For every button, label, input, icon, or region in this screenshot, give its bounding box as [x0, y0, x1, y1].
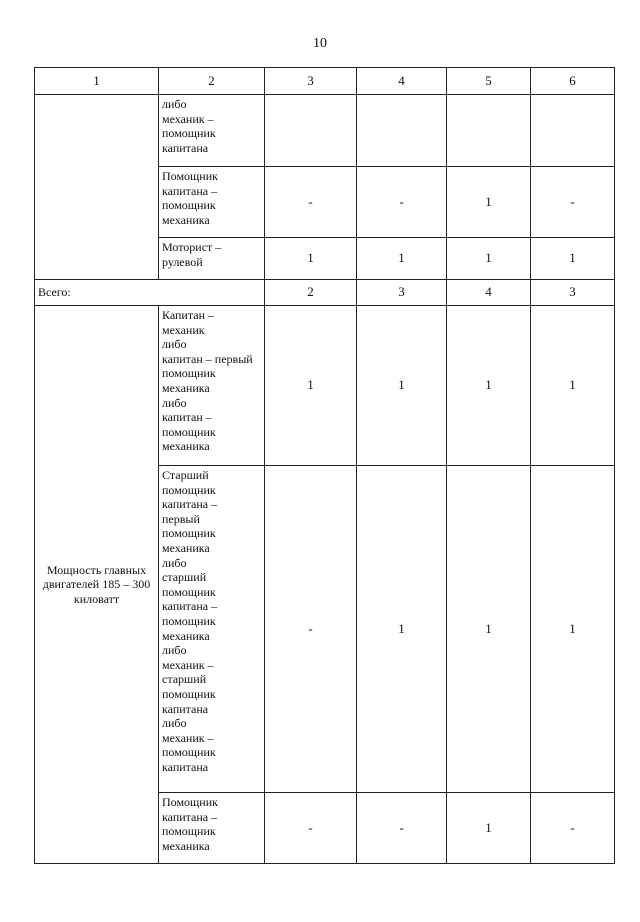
- value-cell: 1: [447, 306, 531, 466]
- table-row: [35, 95, 615, 167]
- value-cell: 1: [447, 238, 531, 280]
- position-cell: Моторист – рулевой: [159, 238, 265, 280]
- column-header: 3: [265, 68, 357, 95]
- value-cell: 1: [357, 238, 447, 280]
- value-cell: 1: [357, 466, 447, 793]
- total-label: Всего:: [35, 280, 265, 306]
- value-cell: -: [265, 793, 357, 864]
- column-header: 4: [357, 68, 447, 95]
- total-value: 3: [357, 280, 447, 306]
- page-number: 10: [313, 36, 327, 51]
- column-header: 6: [531, 68, 615, 95]
- position-cell: либо механик – помощник капитана: [159, 95, 265, 167]
- total-value: 4: [447, 280, 531, 306]
- value-cell: 1: [265, 306, 357, 466]
- value-cell: [447, 95, 531, 167]
- value-cell: [531, 95, 615, 167]
- engine-power-group-label: Мощность главных двигателей 185 – 300 киловатт: [35, 306, 159, 864]
- position-cell: Старший помощник капитана – первый помощник механика либо старший помощник капитана – помощник механика либо механик – старший помощник капитана либо механик – помощник капитана: [159, 466, 265, 793]
- value-cell: -: [531, 793, 615, 864]
- value-cell: 1: [447, 466, 531, 793]
- table-row: [35, 306, 615, 466]
- value-cell: [357, 95, 447, 167]
- value-cell: 1: [357, 306, 447, 466]
- position-cell: Капитан – механик либо капитан – первый помощник механика либо капитан – помощник механика: [159, 306, 265, 466]
- value-cell: 1: [531, 466, 615, 793]
- value-cell: -: [265, 167, 357, 238]
- total-value: 3: [531, 280, 615, 306]
- total-value: 2: [265, 280, 357, 306]
- value-cell: -: [265, 466, 357, 793]
- column-header: 1: [35, 68, 159, 95]
- value-cell: 1: [447, 793, 531, 864]
- crew-staffing-table: [34, 67, 615, 864]
- position-cell: Помощник капитана – помощник механика: [159, 167, 265, 238]
- total-row: [35, 280, 615, 306]
- value-cell: [265, 95, 357, 167]
- value-cell: 1: [531, 238, 615, 280]
- column-header: 5: [447, 68, 531, 95]
- value-cell: 1: [265, 238, 357, 280]
- column-header: 2: [159, 68, 265, 95]
- group-cell-empty: [35, 95, 159, 280]
- table-header-row: [35, 68, 615, 95]
- value-cell: 1: [447, 167, 531, 238]
- value-cell: 1: [531, 306, 615, 466]
- value-cell: -: [531, 167, 615, 238]
- position-cell: Помощник капитана – помощник механика: [159, 793, 265, 864]
- value-cell: -: [357, 793, 447, 864]
- value-cell: -: [357, 167, 447, 238]
